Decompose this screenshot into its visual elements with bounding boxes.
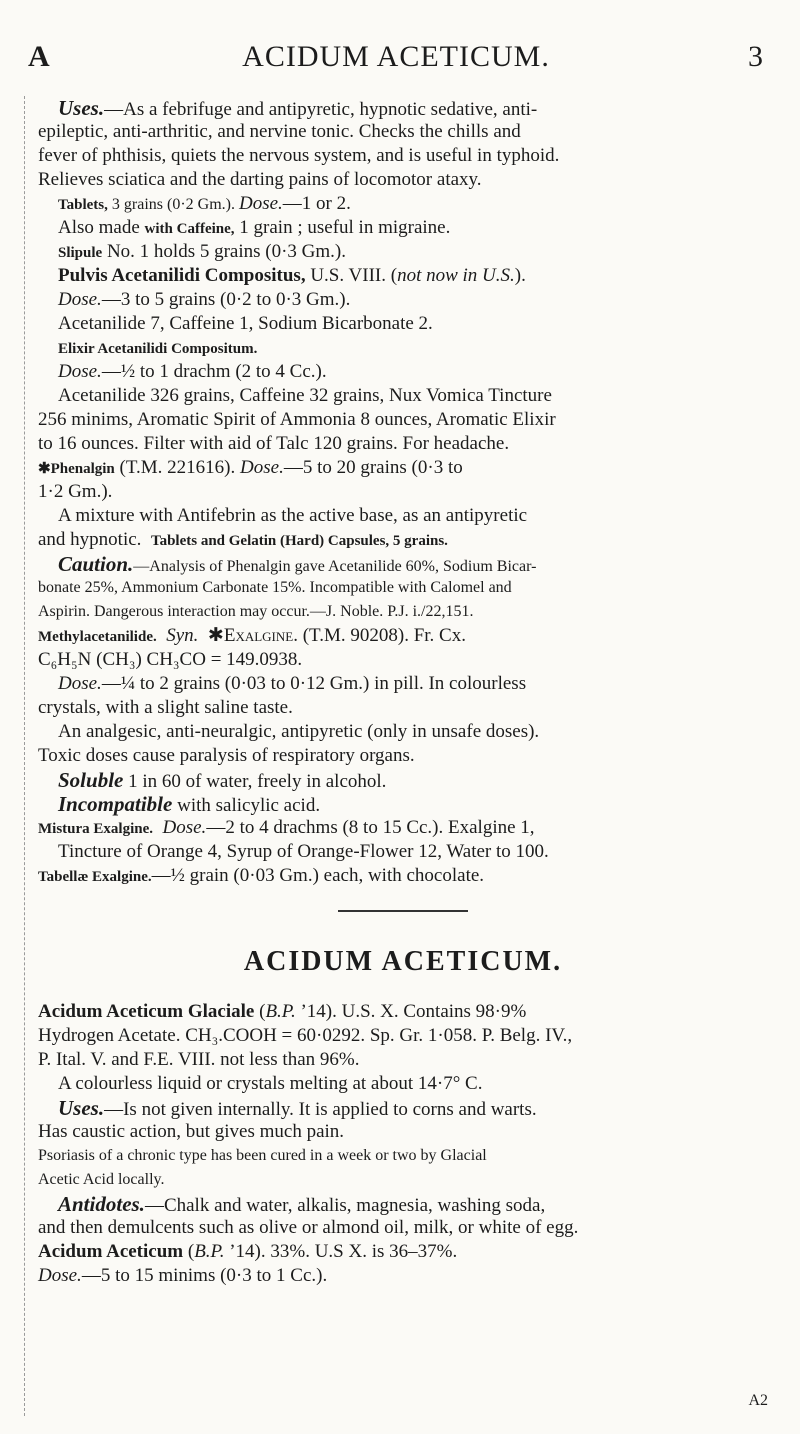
tablets-line	[38, 192, 768, 216]
tablets-label: Tablets,	[58, 197, 108, 213]
pharmacopoeia-ref: B.P.	[265, 1001, 296, 1022]
dose-label: Dose.	[238, 193, 283, 214]
phenalgin-forms-line	[38, 528, 768, 552]
elixir-dose: —½ to 1 drachm (2 to 4 Cc.).	[101, 361, 327, 382]
page-edge-mark	[24, 96, 27, 1416]
uses-line	[38, 96, 768, 120]
incompatible-line	[38, 792, 768, 816]
uses-text: —As a febrifuge and antipyretic, hypnotic sedative, anti-	[104, 99, 538, 120]
methyl-dose-line	[38, 672, 768, 696]
uses-label: Uses.	[58, 1096, 105, 1120]
running-head-letter: A	[28, 40, 51, 73]
slipule-text: No. 1 holds 5 grains (0·3 Gm.).	[102, 241, 346, 262]
mistura-line	[38, 816, 768, 840]
running-head-title: ACIDUM ACETICUM.	[242, 40, 550, 73]
pulvis-formula: Acetanilide 7, Caffeine 1, Sodium Bicarbonate 2.	[58, 313, 433, 334]
caffeine-line	[38, 216, 768, 240]
syn-label: Syn.	[166, 625, 199, 646]
uses-label: Uses.	[58, 96, 105, 120]
trademark-star-icon: ✱	[38, 461, 51, 477]
phenalgin-dose: —5 to 20 grains (0·3 to	[283, 457, 463, 478]
pulvis-line	[38, 264, 768, 288]
aceticum-dose-line	[38, 1264, 768, 1288]
tabellae-label: Tabellæ Exalgine.	[38, 869, 152, 885]
mistura-label: Mistura Exalgine.	[38, 821, 153, 837]
glaciale-label: Acidum Aceticum Glaciale	[38, 1001, 255, 1022]
methyl-formula: C₆H₅N (CH₃) CH₃CO = 149.0938.	[38, 649, 303, 670]
signature-mark: A2	[748, 1392, 768, 1409]
phenalgin-line	[38, 456, 768, 480]
phenalgin-desc: and hypnotic.	[38, 529, 142, 550]
caution-text: —Analysis of Phenalgin gave Acetanilide 60%, Sodium Bicar-	[133, 558, 537, 575]
elixir-formula-line: 256 minims, Aromatic Spirit of Ammonia 8 ounces, Aromatic Elixir	[38, 409, 556, 430]
uses-text: Has caustic action, but gives much pain.	[38, 1121, 345, 1142]
methyl-desc: Toxic doses cause paralysis of respiratory organs.	[38, 745, 415, 766]
uses-line: epileptic, anti-arthritic, and nervine tonic. Checks the chills and	[38, 121, 521, 142]
dose-label: Dose.	[162, 817, 207, 838]
uses-line: fever of phthisis, quiets the nervous system, and is useful in typhoid.	[38, 145, 560, 166]
caution-text: Aspirin. Dangerous interaction may occur.—J. Noble. P.J. i./22,151.	[38, 603, 474, 620]
phenalgin-label: Phenalgin	[50, 461, 115, 477]
phenalgin-cont: 1·2 Gm.).	[38, 481, 113, 502]
antidotes-line	[38, 1192, 768, 1216]
dose-label: Dose.	[240, 457, 284, 478]
pulvis-text: U.S. VIII. (	[305, 265, 398, 286]
tablets-text: 3 grains (0·2 Gm.).	[107, 196, 239, 213]
phenalgin-desc: A mixture with Antifebrin as the active base, as an antipyretic	[58, 505, 528, 526]
glaciale-text: P. Ital. V. and F.E. VIII. not less than 96%.	[38, 1049, 360, 1070]
glaciale-text: ’14). U.S. X. Contains 98·9%	[295, 1001, 527, 1022]
pulvis-label: Pulvis Acetanilidi Compositus,	[58, 265, 306, 286]
incompatible-label: Incompatible	[58, 792, 173, 816]
caffeine-label: with Caffeine,	[144, 221, 235, 237]
methyl-text: (T.M. 90208). Fr. Cx.	[297, 625, 466, 646]
caution-text: bonate 25%, Ammonium Carbonate 15%. Incompatible with Calomel and	[38, 579, 512, 596]
running-head	[28, 40, 764, 80]
methyl-label: Methylacetanilide.	[38, 629, 157, 645]
methyl-line	[38, 624, 768, 648]
uses-line	[38, 1096, 768, 1120]
methyl-dose: —¼ to 2 grains (0·03 to 0·12 Gm.) in pill. In colourless	[101, 673, 527, 694]
incompatible-text: with salicylic acid.	[172, 795, 321, 816]
antidotes-label: Antidotes.	[58, 1192, 145, 1216]
methyl-desc: An analgesic, anti-neuralgic, antipyretic (only in unsafe doses).	[58, 721, 540, 742]
psoriasis-text: Psoriasis of a chronic type has been cured in a week or two by Glacial	[38, 1147, 487, 1164]
antidotes-text: and then demulcents such as olive or almond oil, milk, or white of egg.	[38, 1217, 579, 1238]
phenalgin-text: (T.M. 221616).	[114, 457, 241, 478]
elixir-label: Elixir Acetanilidi Compositum.	[58, 341, 258, 357]
pulvis-dose: —3 to 5 grains (0·2 to 0·3 Gm.).	[101, 289, 351, 310]
aceticum-text: ’14). 33%. U.S X. is 36–37%.	[224, 1241, 458, 1262]
section-divider	[338, 910, 468, 912]
elixir-dose-line	[38, 360, 768, 384]
uses-line: Relieves sciatica and the darting pains of locomotor ataxy.	[38, 169, 482, 190]
glaciale-desc: A colourless liquid or crystals melting at about 14·7° C.	[58, 1073, 483, 1094]
soluble-text: 1 in 60 of water, freely in alcohol.	[123, 771, 387, 792]
caffeine-lead: Also made	[58, 217, 145, 238]
methyl-desc: crystals, with a slight saline taste.	[38, 697, 293, 718]
tabellae-text: —½ grain (0·03 Gm.) each, with chocolate.	[151, 865, 485, 886]
tablets-dose: —1 or 2.	[282, 193, 351, 214]
psoriasis-text: Acetic Acid locally.	[38, 1171, 165, 1188]
page-body	[38, 96, 768, 1288]
elixir-formula-line: Acetanilide 326 grains, Caffeine 32 grains, Nux Vomica Tincture	[58, 385, 552, 406]
pulvis-dose-line	[38, 288, 768, 312]
pulvis-end: ).	[514, 265, 526, 286]
aceticum-label: Acidum Aceticum	[38, 1241, 184, 1262]
dose-label: Dose.	[58, 289, 102, 310]
glaciale-text: Hydrogen Acetate. CH₃.COOH = 60·0292. Sp. Gr. 1·058. P. Belg. IV.,	[38, 1025, 573, 1046]
uses-text: —Is not given internally. It is applied to corns and warts.	[104, 1099, 537, 1120]
aceticum-dose: —5 to 15 minims (0·3 to 1 Cc.).	[81, 1265, 328, 1286]
page-number: 3	[748, 40, 764, 73]
caution-label: Caution.	[58, 552, 134, 576]
tabellae-line	[38, 864, 768, 888]
trademark-star-icon: ✱	[207, 625, 224, 646]
slipule-line	[38, 240, 768, 264]
mistura-text: —2 to 4 drachms (8 to 15 Cc.). Exalgine 1,	[206, 817, 535, 838]
caution-line	[38, 552, 768, 576]
phenalgin-forms: Tablets and Gelatin (Hard) Capsules, 5 grains.	[150, 533, 448, 549]
elixir-line	[38, 336, 768, 360]
elixir-formula-line: to 16 ounces. Filter with aid of Talc 120 grains. For headache.	[38, 433, 510, 454]
soluble-label: Soluble	[58, 768, 124, 792]
mistura-cont: Tincture of Orange 4, Syrup of Orange-Flower 12, Water to 100.	[58, 841, 549, 862]
section-heading: ACIDUM ACETICUM.	[243, 946, 563, 977]
pulvis-note: not now in U.S.	[397, 265, 515, 286]
glaciale-line: Acidum Aceticum Glaciale (B.P. ’14). U.S. X. Contains 98·9%	[38, 1001, 527, 1022]
dose-label: Dose.	[58, 673, 102, 694]
slipule-label: Slipule	[58, 245, 103, 261]
soluble-line	[38, 768, 768, 792]
pharmacopoeia-ref: B.P.	[194, 1241, 225, 1262]
dose-label: Dose.	[38, 1265, 82, 1286]
aceticum-line: Acidum Aceticum (B.P. ’14). 33%. U.S X. is 36–37%.	[38, 1241, 458, 1262]
caffeine-text: 1 grain ; useful in migraine.	[234, 217, 451, 238]
antidotes-text: —Chalk and water, alkalis, magnesia, washing soda,	[144, 1195, 546, 1216]
methyl-synonym: Exalgine.	[223, 625, 298, 646]
dose-label: Dose.	[58, 361, 102, 382]
